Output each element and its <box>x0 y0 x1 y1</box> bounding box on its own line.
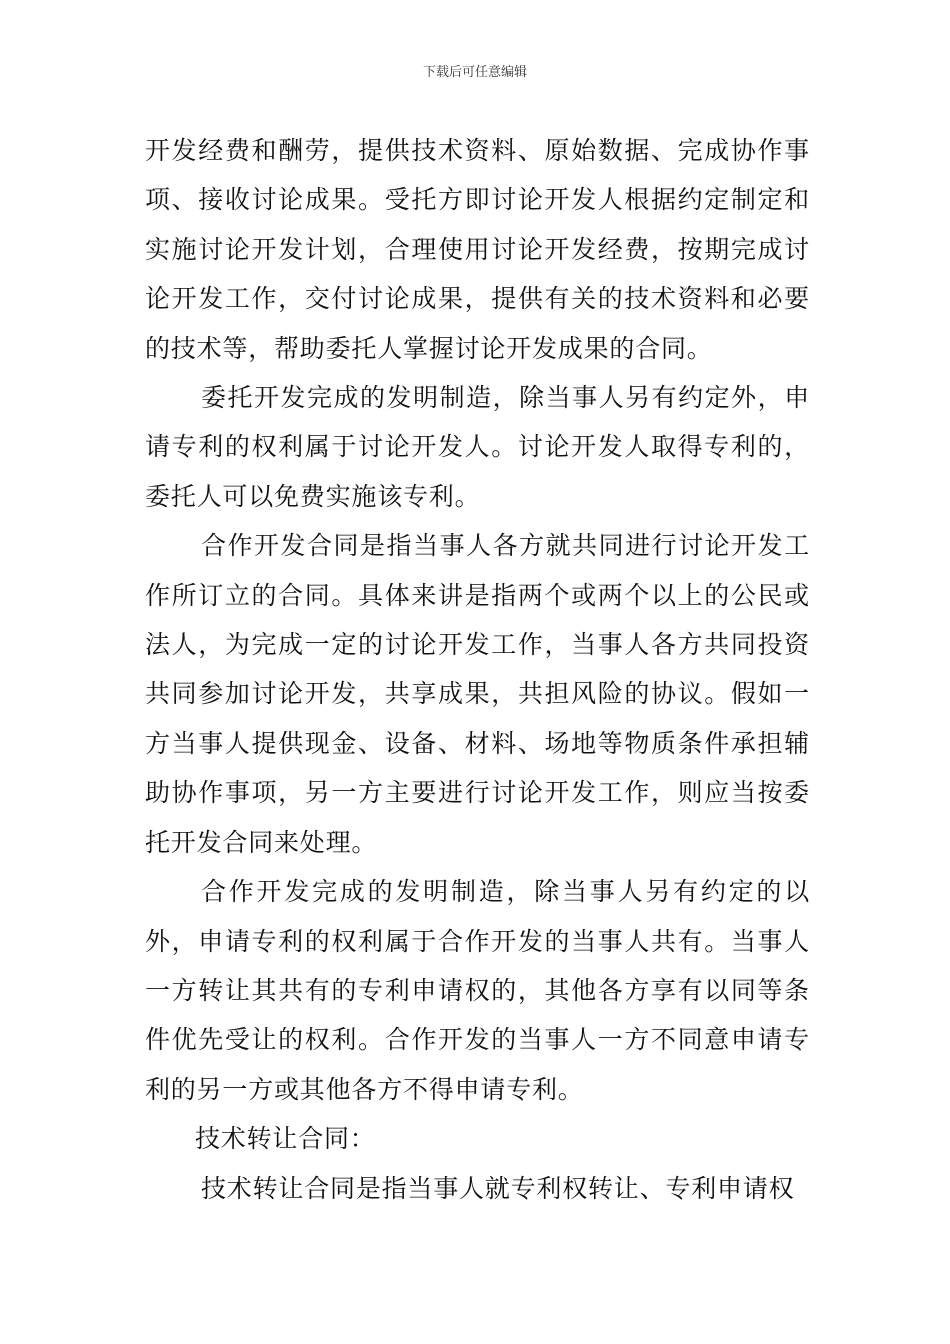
paragraph-3: 合作开发合同是指当事人各方就共同进行讨论开发工作所订立的合同。具体来讲是指两个或两个以上的公民或法人，为完成一定的讨论开发工作，当事人各方共同投资共同参加讨论开发，共享成果，共担风险的协议。假如一方当事人提供现金、设备、材料、场地等物质条件承担辅助协作事项，另一方主要进行讨论开发工作，则应当按委托开发合同来处理。 <box>145 531 810 857</box>
page-header: 下载后可任意编辑 <box>422 65 527 80</box>
document-body <box>145 126 810 1213</box>
paragraph-1: 开发经费和酬劳，提供技术资料、原始数据、完成协作事项、接收讨论成果。受托方即讨论开发人根据约定制定和实施讨论开发计划，合理使用讨论开发经费，按期完成讨论开发工作，交付讨论成果，提供有关的技术资料和必要的技术等，帮助委托人掌握讨论开发成果的合同。 <box>145 136 810 363</box>
paragraph-2: 委托开发完成的发明制造，除当事人另有约定外，申请专利的权利属于讨论开发人。讨论开发人取得专利的，委托人可以免费实施该专利。 <box>145 383 810 511</box>
paragraph-5: 技术转让合同是指当事人就专利权转让、专利申请权 <box>201 1173 795 1203</box>
section-heading: 技术转让合同： <box>195 1124 376 1154</box>
paragraph-4: 合作开发完成的发明制造，除当事人另有约定的以外，申请专利的权利属于合作开发的当事人共有。当事人一方转让其共有的专利申请权的，其他各方享有以同等条件优先受让的权利。合作开发的当事人一方不同意申请专利的另一方或其他各方不得申请专利。 <box>145 877 810 1104</box>
